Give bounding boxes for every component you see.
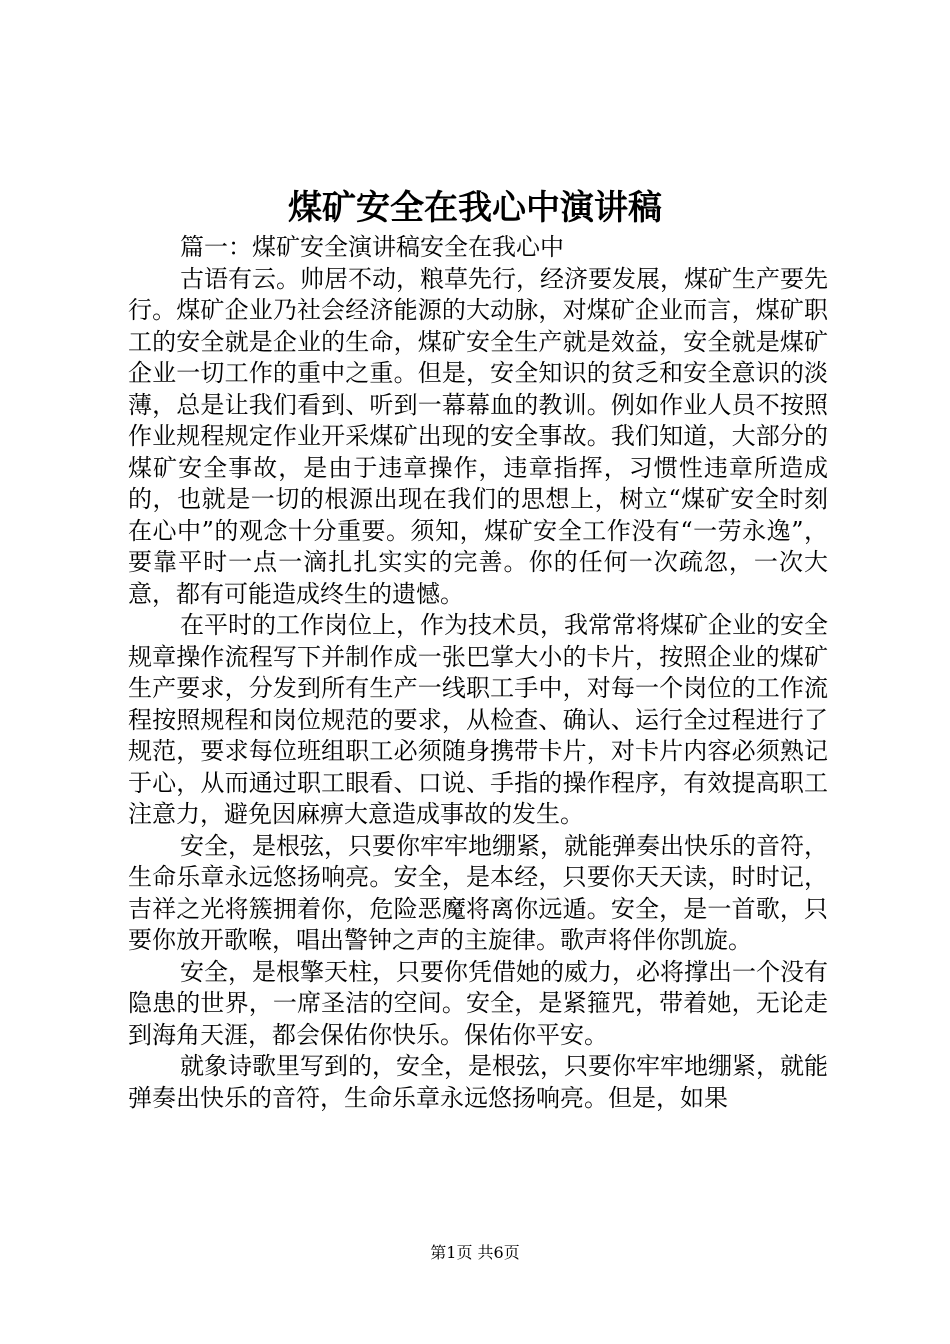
paragraph: 在平时的工作岗位上，作为技术员，我常常将煤矿企业的安全规章操作流程写下并制作成一张巴掌大小的卡片，按照企业的煤矿生产要求，分发到所有生产一线职工手中，对每一个岗位的工作流程按照规程和岗位规范的要求，从检查、确认、运行全过程进行了规范，要求每位班组职工必须随身携带卡片，对卡片内容必须熟记于心，从而通过职工眼看、口说、手指的操作程序，有效提高职工注意力，避免因麻痹大意造成事故的发生。: [128, 611, 828, 828]
paragraph: 就象诗歌里写到的，安全，是根弦，只要你牢牢地绷紧，就能弹奏出快乐的音符，生命乐章永远悠扬响亮。但是，如果: [128, 1052, 828, 1112]
section-heading: 篇一：煤矿安全演讲稿安全在我心中: [180, 233, 564, 261]
paragraph: 安全，是根弦，只要你牢牢地绷紧，就能弹奏出快乐的音符，生命乐章永远悠扬响亮。安全，是本经，只要你天天读，时时记，吉祥之光将簇拥着你，危险恶魔将离你远遁。安全，是一首歌，只要你放开歌喉，唱出警钟之声的主旋律。歌声将伴你凯旋。: [128, 831, 828, 954]
document-body: [128, 232, 828, 1114]
paragraph: 安全，是根擎天柱，只要你凭借她的威力，必将撑出一个没有隐患的世界，一席圣洁的空间。安全，是紧箍咒，带着她，无论走到海角天涯，都会保佑你快乐。保佑你平安。: [128, 957, 828, 1049]
paragraph: 古语有云。帅居不动，粮草先行，经济要发展，煤矿生产要先行。煤矿企业乃社会经济能源的大动脉，对煤矿企业而言，煤矿职工的安全就是企业的生命，煤矿安全生产就是效益，安全就是煤矿企业一切工作的重中之重。但是，安全知识的贫乏和安全意识的淡薄，总是让我们看到、听到一幕幕血的教训。例如作业人员不按照作业规程规定作业开采煤矿出现的安全事故。我们知道，大部分的煤矿安全事故，是由于违章操作，违章指挥，习惯性违章所造成的，也就是一切的根源出现在我们的思想上，树立“煤矿安全时刻在心中”的观念十分重要。须知，煤矿安全工作没有“一劳永逸”，要靠平时一点一滴扎扎实实的完善。你的任何一次疏忽，一次大意，都有可能造成终生的遗憾。: [128, 264, 828, 608]
page-number-footer: 第1页 共6页: [430, 1243, 520, 1262]
document-title: 煤矿安全在我心中演讲稿: [288, 188, 662, 228]
